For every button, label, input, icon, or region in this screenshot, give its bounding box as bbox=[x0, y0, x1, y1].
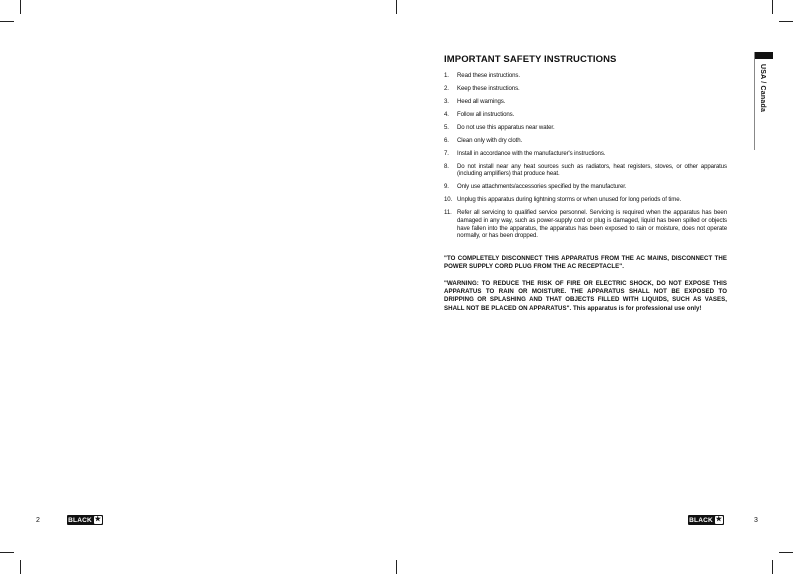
list-item bbox=[444, 196, 727, 204]
region-tab-label: USA / Canada bbox=[759, 64, 766, 113]
crop-mark bbox=[20, 0, 21, 14]
item-text: Install in accordance with the manufacturer's instructions. bbox=[457, 149, 606, 157]
crop-mark bbox=[0, 21, 14, 22]
crop-mark bbox=[779, 21, 793, 22]
list-item bbox=[444, 150, 727, 158]
item-text: Refer all servicing to qualified service personnel. Servicing is required when the apparatus has been damaged in any way, such as power-supply cord or plug is damaged, liquid has been spilled or objects have fallen into the apparatus, the apparatus has been exposed to rain or moisture, does not operate normally, or has been dropped. bbox=[457, 209, 727, 240]
item-number: 1. bbox=[444, 72, 449, 79]
item-number: 7. bbox=[444, 149, 449, 157]
warning-notice: "WARNING: TO REDUCE THE RISK OF FIRE OR ELECTRIC SHOCK, DO NOT EXPOSE THIS APPARATUS TO RAIN OR MOISTURE. THE APPARATUS SHALL NOT BE EXPOSED TO DRIPPING OR SPLASHING AND THAT OBJECTS FILLED WITH LIQUIDS, SUCH AS VASES, SHALL NOT BE PLACED ON APPARATUS". This apparatus is for professional use only! bbox=[444, 279, 727, 312]
item-text: Read these instructions. bbox=[457, 72, 520, 79]
crop-mark bbox=[779, 552, 793, 553]
star-icon: ★ bbox=[715, 516, 723, 523]
crop-mark bbox=[0, 552, 14, 553]
region-tab bbox=[754, 52, 774, 150]
page-number-right: 3 bbox=[754, 517, 758, 524]
item-number: 6. bbox=[444, 136, 449, 144]
item-text: Clean only with dry cloth. bbox=[457, 136, 523, 144]
item-number: 5. bbox=[444, 123, 449, 131]
item-number: 10. bbox=[444, 196, 453, 204]
item-number: 9. bbox=[444, 183, 449, 191]
safety-instructions-section bbox=[444, 54, 727, 313]
crop-mark bbox=[396, 560, 397, 574]
list-item bbox=[444, 124, 727, 132]
item-number: 11. bbox=[444, 209, 452, 217]
crop-mark bbox=[20, 560, 21, 574]
crop-mark bbox=[772, 0, 773, 14]
brand-logo-text: BLACK bbox=[689, 516, 713, 524]
list-item bbox=[444, 111, 727, 119]
item-text: Follow all instructions. bbox=[457, 110, 515, 118]
page-title: IMPORTANT SAFETY INSTRUCTIONS bbox=[444, 54, 617, 65]
list-item bbox=[444, 163, 727, 178]
brand-logo-left bbox=[67, 515, 103, 525]
brand-logo-right bbox=[688, 515, 724, 525]
brand-logo-text: BLACK bbox=[68, 516, 92, 524]
list-item bbox=[444, 72, 727, 80]
item-text: Unplug this apparatus during lightning storms or when unused for long periods of time. bbox=[457, 196, 682, 204]
instruction-list bbox=[444, 72, 727, 240]
item-number: 8. bbox=[444, 162, 449, 170]
list-item bbox=[444, 209, 727, 239]
crop-mark bbox=[396, 0, 397, 14]
item-text: Keep these instructions. bbox=[457, 84, 520, 92]
crop-mark bbox=[772, 560, 773, 574]
item-text: Heed all warnings. bbox=[457, 97, 506, 105]
page-number-left: 2 bbox=[36, 517, 40, 524]
star-icon: ★ bbox=[94, 516, 102, 523]
list-item bbox=[444, 183, 727, 191]
list-item bbox=[444, 98, 727, 106]
item-number: 4. bbox=[444, 110, 449, 118]
list-item bbox=[444, 137, 727, 145]
item-text: Only use attachments/accessories specified by the manufacturer. bbox=[457, 183, 627, 191]
item-number: 2. bbox=[444, 84, 449, 92]
item-text: Do not install near any heat sources such as radiators, heat registers, stoves, or other apparatus (including amplifiers) that produce heat. bbox=[457, 162, 727, 178]
disconnect-notice: "TO COMPLETELY DISCONNECT THIS APPARATUS FROM THE AC MAINS, DISCONNECT THE POWER SUPPLY CORD PLUG FROM THE AC RECEPTACLE". bbox=[444, 254, 727, 271]
region-tab-bar bbox=[755, 52, 773, 59]
item-number: 3. bbox=[444, 97, 449, 105]
item-text: Do not use this apparatus near water. bbox=[457, 123, 555, 131]
list-item bbox=[444, 85, 727, 93]
